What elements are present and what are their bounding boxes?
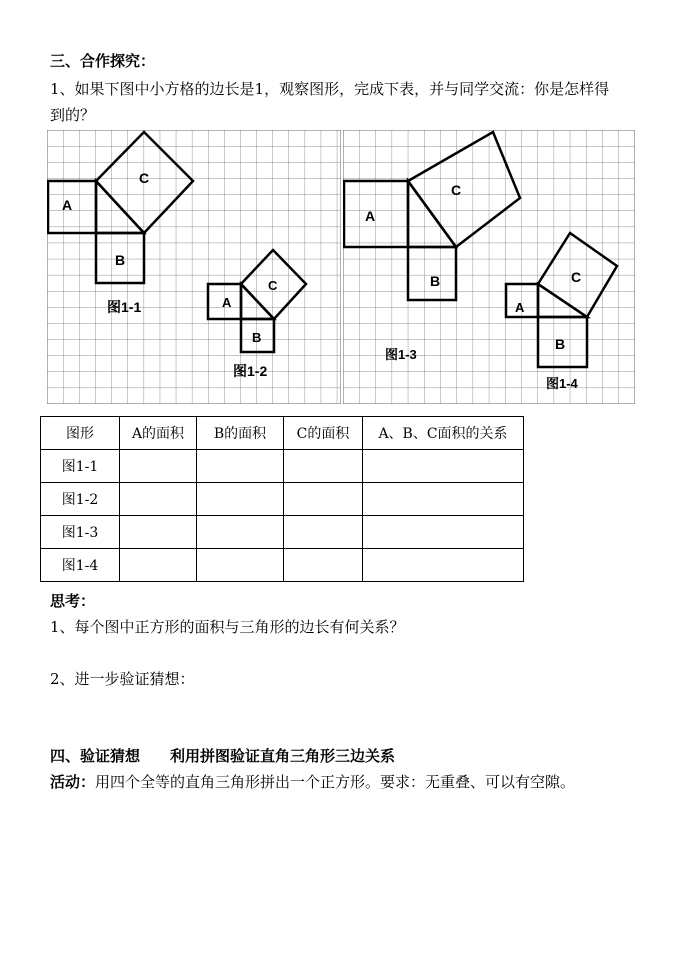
think-heading: 思考： <box>50 592 96 610</box>
label-b-fig1-2: B <box>252 330 262 345</box>
row-label: 图1-4 <box>41 549 120 582</box>
header-relation: A、B、C面积的关系 <box>363 417 524 450</box>
row-label: 图1-2 <box>41 483 120 516</box>
think-question1: 1、每个图中正方形的面积与三角形的边长有何关系？ <box>50 618 405 636</box>
cell-area-a[interactable] <box>120 450 197 483</box>
cell-area-b[interactable] <box>197 450 284 483</box>
cell-relation[interactable] <box>363 450 524 483</box>
cell-area-c[interactable] <box>284 483 363 516</box>
section3-heading: 三、合作探究： <box>50 52 156 70</box>
cell-area-b[interactable] <box>197 516 284 549</box>
label-c-fig1-3: C <box>451 182 462 198</box>
cell-area-c[interactable] <box>284 516 363 549</box>
cell-relation[interactable] <box>363 549 524 582</box>
table-row <box>41 549 524 582</box>
caption-fig1-1: 图1-1 <box>107 299 142 315</box>
cell-area-a[interactable] <box>120 483 197 516</box>
label-a-fig1-1: A <box>62 197 73 213</box>
label-c-fig1-2: C <box>268 278 278 293</box>
row-label: 图1-3 <box>41 516 120 549</box>
activity-line <box>50 771 575 792</box>
table-header-row <box>41 417 524 450</box>
table-row <box>41 516 524 549</box>
cell-relation[interactable] <box>363 483 524 516</box>
cell-area-c[interactable] <box>284 450 363 483</box>
cell-area-a[interactable] <box>120 549 197 582</box>
caption-fig1-4: 图1-4 <box>546 376 578 391</box>
label-b-fig1-4: B <box>555 336 566 352</box>
label-a-fig1-3: A <box>365 208 376 224</box>
label-a-fig1-4: A <box>515 300 525 315</box>
label-c-fig1-4: C <box>571 269 582 285</box>
label-b-fig1-1: B <box>115 252 126 268</box>
question-line2: 到的？ <box>50 106 96 124</box>
figure-grid-right <box>343 130 635 404</box>
think-question2: 2、进一步验证猜想： <box>50 670 195 688</box>
activity-text: 用四个全等的直角三角形拼出一个正方形。要求：无重叠、可以有空隙。 <box>95 773 576 791</box>
header-area-a: A的面积 <box>120 417 197 450</box>
label-b-fig1-3: B <box>430 273 441 289</box>
label-a-fig1-2: A <box>222 295 232 310</box>
header-figure: 图形 <box>41 417 120 450</box>
cell-area-b[interactable] <box>197 483 284 516</box>
cell-area-a[interactable] <box>120 516 197 549</box>
cell-relation[interactable] <box>363 516 524 549</box>
section4-heading: 四、验证猜想 利用拼图验证直角三角形三边关系 <box>50 747 396 765</box>
header-area-c: C的面积 <box>284 417 363 450</box>
cell-area-b[interactable] <box>197 549 284 582</box>
table-row <box>41 450 524 483</box>
caption-fig1-2: 图1-2 <box>233 363 268 379</box>
figure-grid-left <box>47 130 341 404</box>
cell-area-c[interactable] <box>284 549 363 582</box>
question-line1: 1、如果下图中小方格的边长是1，观察图形，完成下表，并与同学交流：你是怎样得 <box>50 80 610 98</box>
row-label: 图1-1 <box>41 450 120 483</box>
header-area-b: B的面积 <box>197 417 284 450</box>
area-table <box>40 416 524 582</box>
table-row <box>41 483 524 516</box>
label-c-fig1-1: C <box>139 170 150 186</box>
caption-fig1-3: 图1-3 <box>385 347 417 362</box>
activity-label: 活动： <box>50 773 96 791</box>
